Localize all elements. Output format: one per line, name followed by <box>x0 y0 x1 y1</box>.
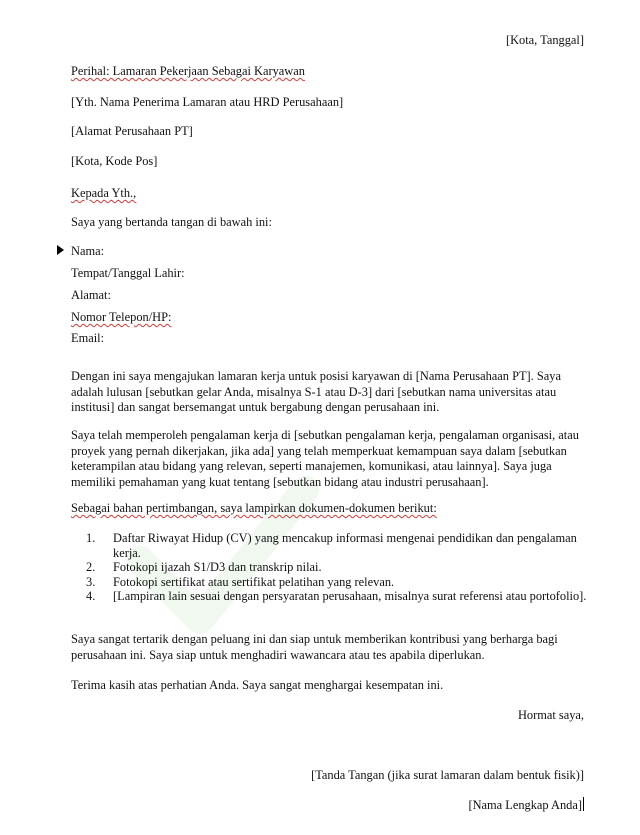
field-birth: Tempat/Tanggal Lahir: <box>71 266 185 280</box>
attachment-list <box>86 531 591 604</box>
signature-placeholder: [Tanda Tangan (jika surat lamaran dalam bentuk fisik)] <box>311 768 584 782</box>
full-name-placeholder: [Nama Lengkap Anda] <box>468 798 582 812</box>
field-address: Alamat: <box>71 288 111 302</box>
list-item: 3. Fotokopi sertifikat atau sertifikat pelatihan yang relevan. <box>86 574 395 589</box>
recipient-city: [Kota, Kode Pos] <box>71 154 158 168</box>
city-date: [Kota, Tanggal] <box>505 33 584 47</box>
paragraph-attachments-intro: Sebagai bahan pertimbangan, saya lampirkan dokumen-dokumen berikut: <box>71 501 437 515</box>
paragraph-marker-icon[interactable] <box>57 245 64 255</box>
field-email: Email: <box>71 331 105 345</box>
paragraph-interest: Saya sangat tertarik dengan peluang ini dan siap untuk memberikan kontribusi yang berharga bagi perusahaan ini. Saya siap untuk menghadiri wawancara atau tes apabila diperlukan. <box>71 632 558 662</box>
field-phone: Nomor Telepon/HP: <box>71 310 172 324</box>
list-item: 2. Fotokopi ijazah S1/D3 dan transkrip nilai. <box>86 560 322 574</box>
recipient-name: [Yth. Nama Penerima Lamaran atau HRD Perusahaan] <box>71 95 344 109</box>
intro-line: Saya yang bertanda tangan di bawah ini: <box>71 215 272 229</box>
paragraph-thanks: Terima kasih atas perhatian Anda. Saya sangat menghargai kesempatan ini. <box>71 678 444 692</box>
recipient-address: [Alamat Perusahaan PT] <box>71 124 193 138</box>
subject-line: Perihal: Lamaran Pekerjaan Sebagai Karyawan <box>71 64 305 78</box>
closing-regards: Hormat saya, <box>517 708 584 722</box>
paragraph-experience: Saya telah memperoleh pengalaman kerja di [sebutkan pengalaman kerja, pengalaman organisasi, atau proyek yang pernah dikerjakan, jika ada] yang telah memperkuat kemampuan saya dalam [sebutkan keterampilan atau bidang yang relevan, seperti manajemen, komunikasi, atau lainnya]. Saya juga memiliki pemahaman yang kuat tentang [sebutkan bidang atau industri perusahaan]. <box>71 428 579 489</box>
greeting: Kepada Yth., <box>71 186 137 200</box>
list-item: 4. [Lampiran lain sesuai dengan persyaratan perusahaan, misalnya surat referensi atau portofolio]. <box>86 589 587 603</box>
text-cursor <box>583 797 584 811</box>
field-name: Nama: <box>71 244 105 258</box>
list-item: 1. Daftar Riwayat Hidup (CV) yang mencakup informasi mengenai pendidikan dan pengalaman kerja. <box>86 531 577 560</box>
paragraph-intro: Dengan ini saya mengajukan lamaran kerja untuk posisi karyawan di [Nama Perusahaan PT]. Saya adalah lulusan [sebutkan gelar Anda, misalnya S-1 atau D-3] dari [sebutkan nama universitas atau institusi] dan sangat bersemangat untuk bergabung dengan perusahaan ini. <box>71 369 561 414</box>
